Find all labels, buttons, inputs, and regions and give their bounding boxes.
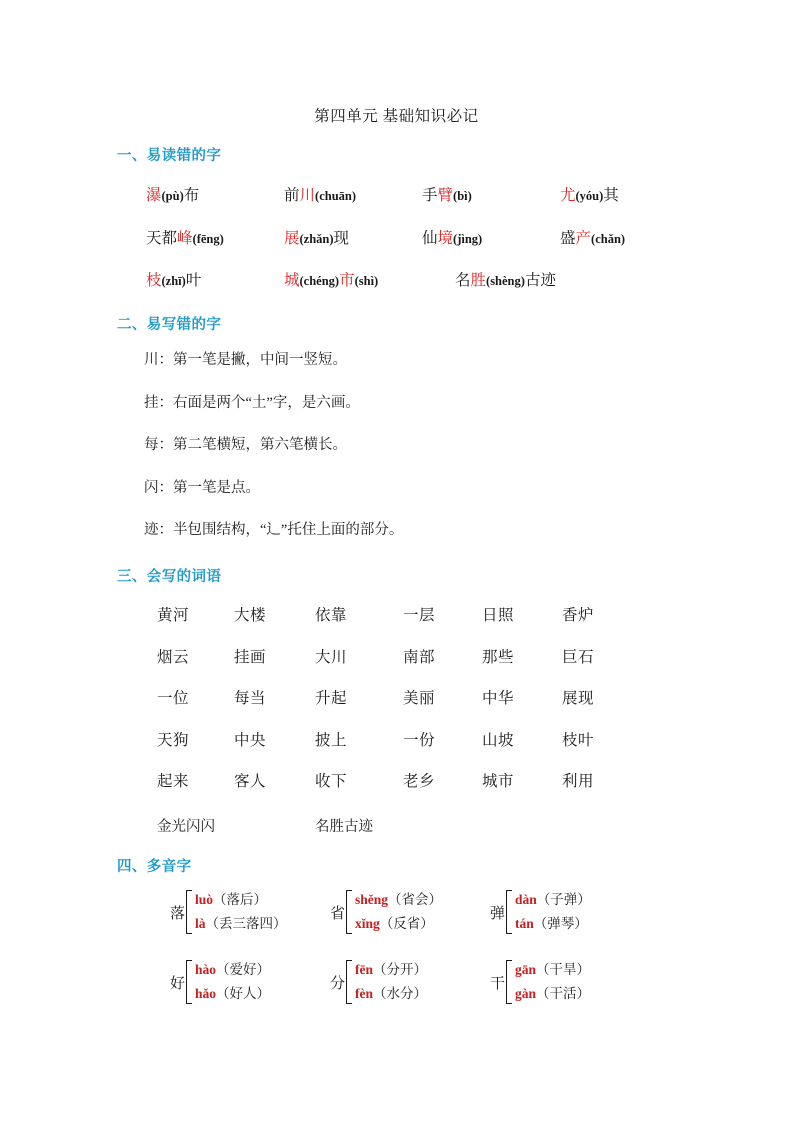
polyphonic-readings <box>515 958 590 1006</box>
word-cell: 巨石 <box>562 648 595 666</box>
miswritten-line: 迹：半包围结构，“辶”托住上面的部分。 <box>144 522 404 538</box>
misread-item: 名胜(shèng)古迹 <box>455 272 556 289</box>
word-cell: 大川 <box>315 648 348 666</box>
word-cell: 中央 <box>234 731 267 749</box>
word-cell: 升起 <box>315 690 348 707</box>
word-cell: 香炉 <box>562 607 595 624</box>
polyphonic-group <box>170 958 270 1006</box>
misread-item: 展(zhǎn)现 <box>284 229 350 247</box>
brace-icon <box>506 888 513 936</box>
misread-item: 尤(yóu)其 <box>560 187 619 204</box>
word-cell: 那些 <box>482 648 515 666</box>
words-to-write-group <box>0 603 793 855</box>
section-heading-polyphonic: 四、多音字 <box>117 859 192 875</box>
polyphonic-reading: fēn（分开） <box>355 962 428 977</box>
polyphonic-character: 弹 <box>490 905 506 922</box>
misread-characters-group <box>0 183 793 311</box>
misread-item: 手臂(bì) <box>422 187 472 204</box>
polyphonic-readings <box>515 888 591 936</box>
polyphonic-reading: là（丢三落四） <box>195 916 287 931</box>
word-row <box>0 769 793 811</box>
word-cell: 收下 <box>315 773 348 790</box>
word-cell: 大楼 <box>234 607 267 624</box>
word-cell: 中华 <box>482 690 515 707</box>
polyphonic-readings <box>355 888 442 936</box>
word-cell: 烟云 <box>157 648 190 666</box>
miswritten-line: 闪：第一笔是点。 <box>144 479 260 496</box>
phrase-cell: 金光闪闪 <box>157 818 215 835</box>
polyphonic-reading: hào（爱好） <box>195 962 271 977</box>
polyphonic-group <box>490 958 590 1006</box>
polyphonic-character: 落 <box>170 905 186 922</box>
polyphonic-readings <box>195 958 270 1006</box>
misread-item: 前川(chuān) <box>284 187 357 204</box>
miswritten-characters-group <box>0 349 793 562</box>
polyphonic-character: 省 <box>330 905 346 922</box>
misread-item: 盛产(chǎn) <box>560 229 626 247</box>
polyphonic-group <box>330 958 427 1006</box>
word-cell: 老乡 <box>403 773 436 790</box>
misread-item: 天都峰(fēng) <box>146 229 224 247</box>
word-cell: 一层 <box>403 607 436 624</box>
polyphonic-group <box>490 888 591 936</box>
miswritten-line: 川：第一笔是撇，中间一竖短。 <box>144 352 347 368</box>
word-cell: 利用 <box>562 773 595 790</box>
misread-row <box>0 226 793 269</box>
word-cell: 黄河 <box>157 607 190 624</box>
page-title: 第四单元 基础知识必记 <box>314 108 479 125</box>
polyphonic-reading: fèn（水分） <box>355 986 428 1001</box>
word-cell: 每当 <box>234 690 267 707</box>
polyphonic-reading: gàn（干活） <box>515 986 591 1001</box>
miswritten-line: 挂：右面是两个“土”字，是六画。 <box>144 394 360 411</box>
word-cell: 挂画 <box>234 648 267 666</box>
word-row <box>0 645 793 687</box>
polyphonic-reading: luò（落后） <box>195 892 268 907</box>
misread-row <box>0 183 793 226</box>
phrase-cell: 名胜古迹 <box>315 818 373 835</box>
polyphonic-row <box>0 958 793 1028</box>
polyphonic-reading: gān（干旱） <box>515 962 591 977</box>
section-heading-words: 三、会写的词语 <box>117 569 222 585</box>
polyphonic-characters-group <box>0 888 793 1028</box>
polyphonic-reading: dàn（子弹） <box>515 892 591 907</box>
word-cell: 枝叶 <box>562 731 595 749</box>
word-row <box>0 728 793 770</box>
word-row <box>0 686 793 728</box>
polyphonic-reading: tán（弹琴） <box>515 916 588 931</box>
word-cell: 依靠 <box>315 607 348 624</box>
word-cell: 山坡 <box>482 731 515 749</box>
misread-row <box>0 268 793 311</box>
misread-item: 城(chéng)市(shì) <box>284 272 379 289</box>
word-cell: 起来 <box>157 773 190 790</box>
brace-icon <box>346 888 353 936</box>
section-heading-misread: 一、易读错的字 <box>117 148 222 164</box>
miswritten-line: 每：第二笔横短，第六笔横长。 <box>144 437 347 453</box>
word-cell: 一份 <box>403 731 436 749</box>
polyphonic-character: 干 <box>490 975 506 992</box>
phrase-row <box>0 815 793 855</box>
word-cell: 客人 <box>234 773 267 790</box>
polyphonic-group <box>170 888 287 936</box>
brace-icon <box>186 958 193 1006</box>
word-cell: 天狗 <box>157 731 190 749</box>
polyphonic-row <box>0 888 793 958</box>
misread-item: 瀑(pù)布 <box>146 187 200 204</box>
word-cell: 一位 <box>157 690 190 707</box>
word-cell: 美丽 <box>403 690 436 707</box>
polyphonic-character: 分 <box>330 975 346 992</box>
misread-item: 仙境(jìng) <box>422 229 483 247</box>
polyphonic-reading: hǎo（好人） <box>195 986 271 1001</box>
word-cell: 日照 <box>482 607 515 624</box>
word-cell: 展现 <box>562 690 595 707</box>
brace-icon <box>346 958 353 1006</box>
polyphonic-reading: shěng（省会） <box>355 892 443 907</box>
misread-item: 枝(zhī)叶 <box>146 272 202 289</box>
word-row <box>0 603 793 645</box>
polyphonic-readings <box>195 888 287 936</box>
polyphonic-readings <box>355 958 427 1006</box>
polyphonic-character: 好 <box>170 975 186 992</box>
word-cell: 南部 <box>403 648 436 666</box>
word-cell: 城市 <box>482 773 515 790</box>
brace-icon <box>186 888 193 936</box>
brace-icon <box>506 958 513 1006</box>
section-heading-miswritten: 二、易写错的字 <box>117 317 222 333</box>
word-cell: 披上 <box>315 731 348 749</box>
polyphonic-reading: xǐng（反省） <box>355 916 434 931</box>
polyphonic-group <box>330 888 442 936</box>
